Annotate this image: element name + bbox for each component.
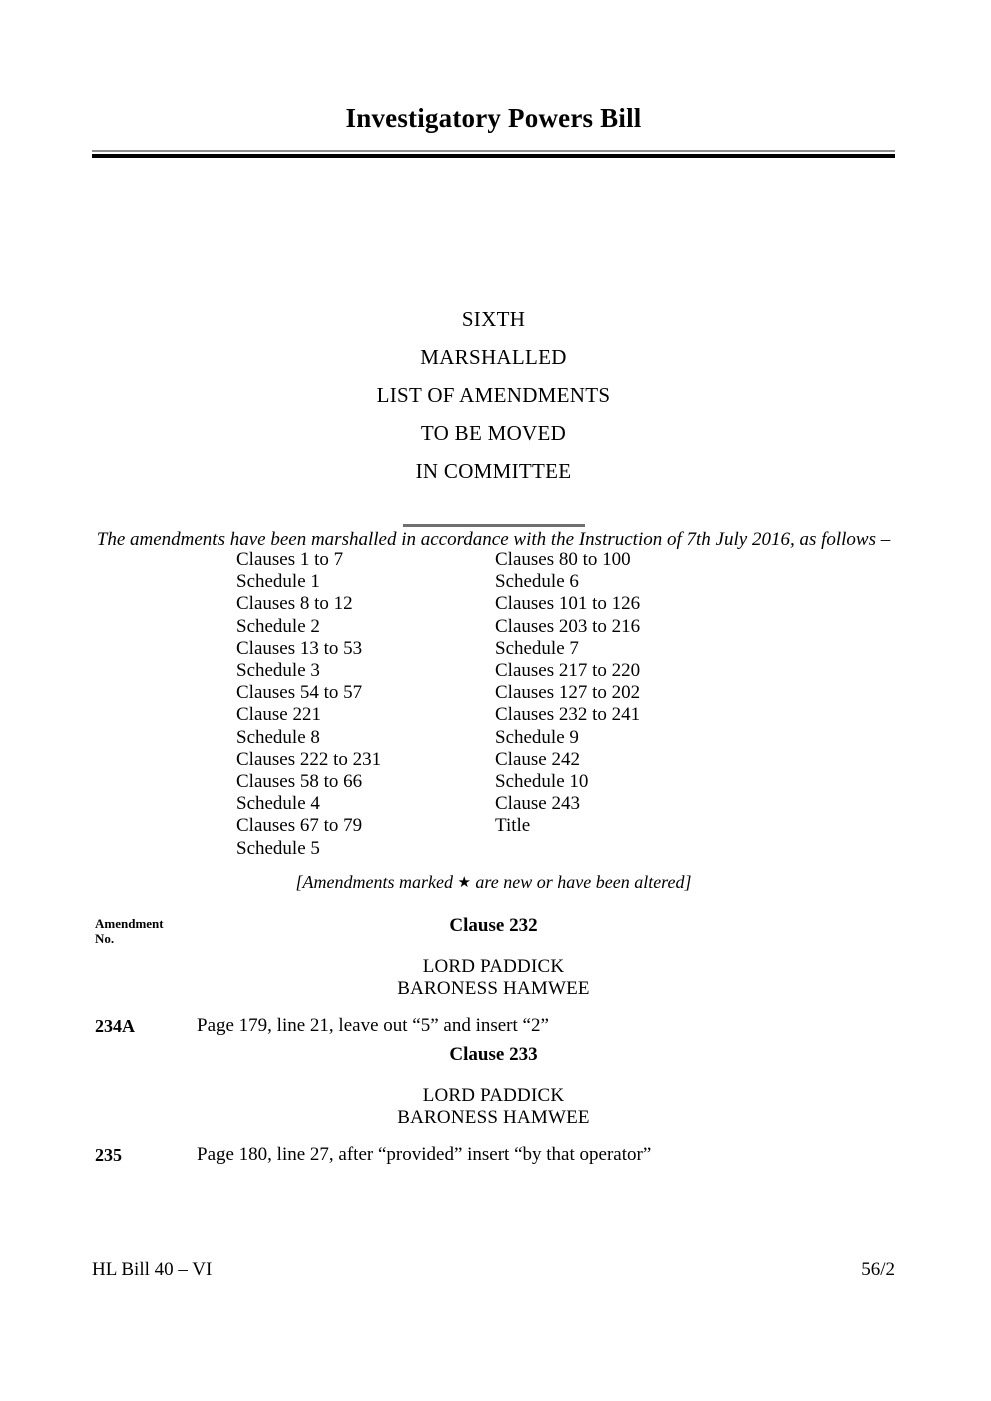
contents-entry: Clauses 203 to 216 xyxy=(495,615,641,637)
contents-entry: Clauses 13 to 53 xyxy=(236,637,363,659)
contents-entry: Schedule 10 xyxy=(495,771,589,793)
contents-entry: Clauses 217 to 220 xyxy=(495,660,641,682)
amendment-row xyxy=(92,1013,895,1039)
mover-name: LORD PADDICK xyxy=(422,1085,565,1106)
heading-line-marshalled: MARSHALLED xyxy=(420,345,567,369)
amendment-text: Page 179, line 21, leave out “5” and insert “2” xyxy=(197,1015,549,1036)
masthead-rule-thick xyxy=(92,154,895,158)
contents-entry: Schedule 4 xyxy=(236,793,320,815)
movers-list xyxy=(92,956,895,1000)
page-footer xyxy=(92,1258,895,1282)
contents-entry: Schedule 6 xyxy=(495,571,579,593)
contents-entry: Clauses 101 to 126 xyxy=(495,593,641,615)
masthead-double-rule xyxy=(92,150,895,158)
amendment-block-clause-232 xyxy=(92,914,895,1039)
contents-entry: Clauses 67 to 79 xyxy=(236,815,363,837)
contents-entry: Clauses 222 to 231 xyxy=(236,748,382,770)
masthead xyxy=(92,104,895,158)
contents-entry: Clauses 80 to 100 xyxy=(495,549,631,570)
clause-heading: Clause 232 xyxy=(449,915,538,936)
mover-name: BARONESS HAMWEE xyxy=(397,978,590,999)
contents-entry: Schedule 8 xyxy=(236,726,320,748)
heading-line-to-be-moved: TO BE MOVED xyxy=(420,421,567,445)
contents-entry: Clause 242 xyxy=(495,748,580,770)
short-rule xyxy=(403,524,585,527)
mover-name: LORD PADDICK xyxy=(422,956,565,977)
heading-line-list-of-amendments: LIST OF AMENDMENTS xyxy=(376,383,611,407)
footer-bill-reference: HL Bill 40 – VI xyxy=(92,1259,213,1280)
contents-entry: Clauses 8 to 12 xyxy=(236,593,353,615)
contents-entry: Clauses 58 to 66 xyxy=(236,771,363,793)
contents-entry: Schedule 2 xyxy=(236,615,320,637)
contents-entry: Clause 221 xyxy=(236,704,321,726)
contents-column-left xyxy=(236,549,381,860)
heading-line-in-committee: IN COMMITTEE xyxy=(415,459,572,483)
amendment-number-label-line1: Amendment xyxy=(95,916,164,931)
clause-heading: Clause 233 xyxy=(449,1044,538,1065)
contents-entry: Schedule 9 xyxy=(495,726,579,748)
amendment-number-label-line2: No. xyxy=(95,931,115,946)
starred-note-after: are new or have been altered] xyxy=(470,872,692,892)
amendment-text: Page 180, line 27, after “provided” insert “by that operator” xyxy=(197,1144,652,1165)
mover-name: BARONESS HAMWEE xyxy=(397,1107,590,1128)
contents-entry: Clauses 54 to 57 xyxy=(236,682,363,704)
heading-stack xyxy=(92,300,895,532)
starred-amendments-note xyxy=(92,872,895,893)
footer-page-number: 56/2 xyxy=(861,1259,895,1280)
contents-entry: Clauses 1 to 7 xyxy=(236,549,344,570)
contents-entry: Title xyxy=(495,815,531,837)
starred-note-before: [Amendments marked xyxy=(295,872,458,892)
contents-entry: Schedule 3 xyxy=(236,660,320,682)
amendment-row xyxy=(92,1142,895,1168)
movers-list xyxy=(92,1085,895,1129)
marshalling-instruction: The amendments have been marshalled in accordance with the Instruction of 7th July 2016, as follows – xyxy=(96,529,891,550)
page-title: Investigatory Powers Bill xyxy=(345,103,642,133)
contents-entry: Clauses 127 to 202 xyxy=(495,682,641,704)
contents-entry: Clauses 232 to 241 xyxy=(495,704,641,726)
amendment-block-clause-233 xyxy=(92,1043,895,1168)
heading-line-sixth: SIXTH xyxy=(461,307,526,331)
contents-column-right xyxy=(495,549,640,838)
contents-entry: Schedule 1 xyxy=(236,571,320,593)
amendment-number: 235 xyxy=(95,1145,122,1165)
star-icon: ★ xyxy=(457,875,471,891)
amendment-number: 234A xyxy=(95,1016,135,1036)
contents-entry: Schedule 7 xyxy=(495,637,579,659)
contents-entry: Schedule 5 xyxy=(236,837,320,859)
contents-entry: Clause 243 xyxy=(495,793,580,815)
